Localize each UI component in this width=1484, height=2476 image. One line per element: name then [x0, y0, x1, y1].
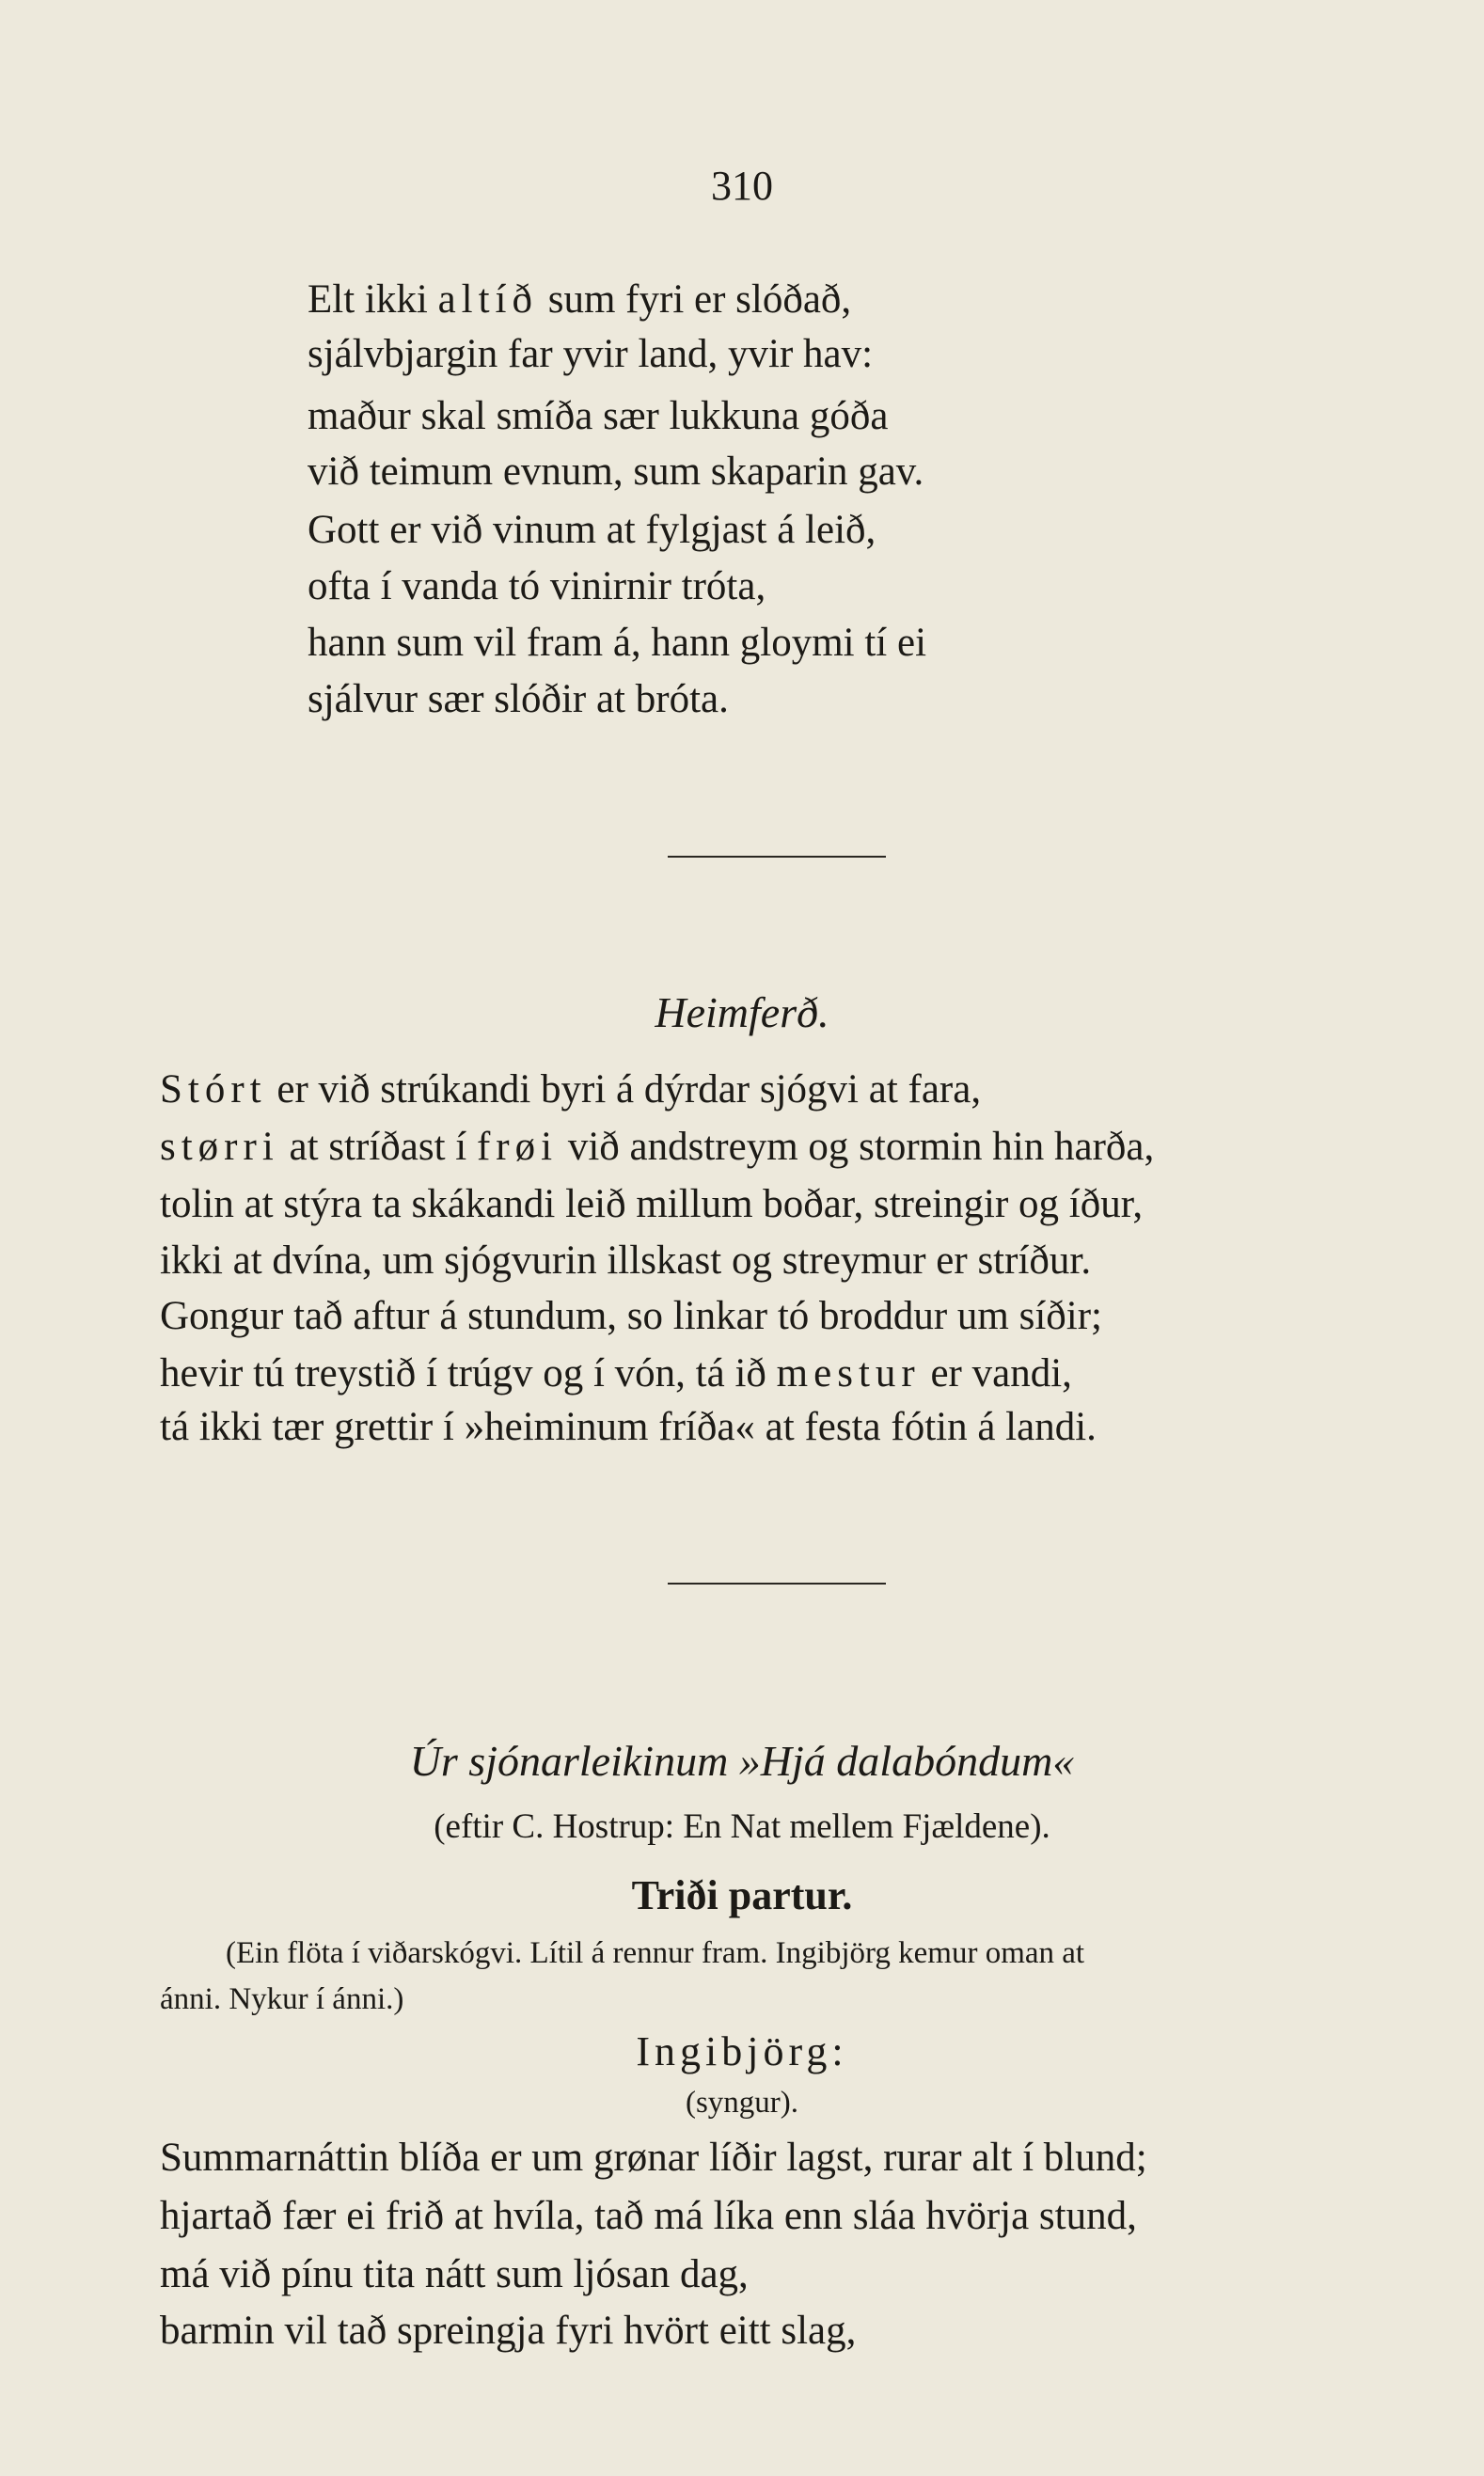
page-number: 310	[711, 163, 773, 209]
poem-title: Heimferð.	[655, 988, 829, 1036]
play-subtitle: (eftir C. Hostrup: En Nat mellem Fjældene).	[434, 1807, 1050, 1846]
verse-line: má við pínu tita nátt sum ljósan dag,	[160, 2252, 749, 2296]
section-divider	[668, 1583, 886, 1585]
spaced-word: frøi	[476, 1125, 559, 1169]
part-heading: Triði partur.	[631, 1872, 853, 1918]
poem-line: við teimum evnum, sum skaparin gav.	[308, 449, 924, 494]
poem-line: Stórt er við strúkandi byri á dýrdar sjógvi at fara,	[160, 1067, 982, 1112]
verse-line: Summarnáttin blíða er um grønar líðir lagst, rurar alt í blund;	[160, 2136, 1147, 2180]
verse-line: hjartað fær ei frið at hvíla, tað má líka enn sláa hvörja stund,	[160, 2194, 1137, 2238]
poem-line: maður skal smíða sær lukkuna góða	[308, 394, 889, 438]
poem-line: Gongur tað aftur á stundum, so linkar tó broddur um síðir;	[160, 1294, 1102, 1338]
verse-line: barmin vil tað spreingja fyri hvört eitt slag,	[160, 2309, 857, 2353]
poem-line: ikki at dvína, um sjógvurin illskast og streymur er stríður.	[160, 1238, 1092, 1283]
speaker-name: Ingibjörg:	[636, 2028, 848, 2074]
spaced-word: mestur	[776, 1351, 921, 1396]
poem-line: sjálvur sær slóðir at bróta.	[308, 677, 729, 721]
poem-line: hevir tú treystið í trúgv og í vón, tá ið mestur er vandi,	[160, 1351, 1072, 1396]
spaced-word: Stórt	[160, 1067, 267, 1112]
poem-line: Elt ikki altíð sum fyri er slóðað,	[308, 277, 852, 322]
section-divider	[668, 856, 886, 858]
poem-line: ofta í vanda tó vinirnir tróta,	[308, 564, 766, 608]
poem-line: størri at stríðast í frøi við andstreym og stormin hin harða,	[160, 1125, 1155, 1169]
poem-line: tá ikki tær grettir í »heiminum fríða« at festa fótin á landi.	[160, 1405, 1097, 1449]
singing-direction: (syngur).	[685, 2086, 799, 2120]
poem-line: Gott er við vinum at fylgjast á leið,	[308, 508, 876, 552]
spaced-word: altíð	[437, 277, 538, 322]
stage-direction: ánni. Nykur í ánni.)	[160, 1982, 404, 2016]
poem-line: hann sum vil fram á, hann gloymi tí ei	[308, 621, 927, 665]
stage-direction: (Ein flöta í viðarskógvi. Lítil á rennur fram. Ingibjörg kemur oman at	[226, 1936, 1085, 1970]
poem-line: sjálvbjargin far yvir land, yvir hav:	[308, 332, 874, 376]
play-title: Úr sjónarleikinum »Hjá dalabóndum«	[409, 1737, 1075, 1785]
poem-line: tolin at stýra ta skákandi leið millum boðar, streingir og íður,	[160, 1182, 1144, 1226]
spaced-word: størri	[160, 1125, 279, 1169]
